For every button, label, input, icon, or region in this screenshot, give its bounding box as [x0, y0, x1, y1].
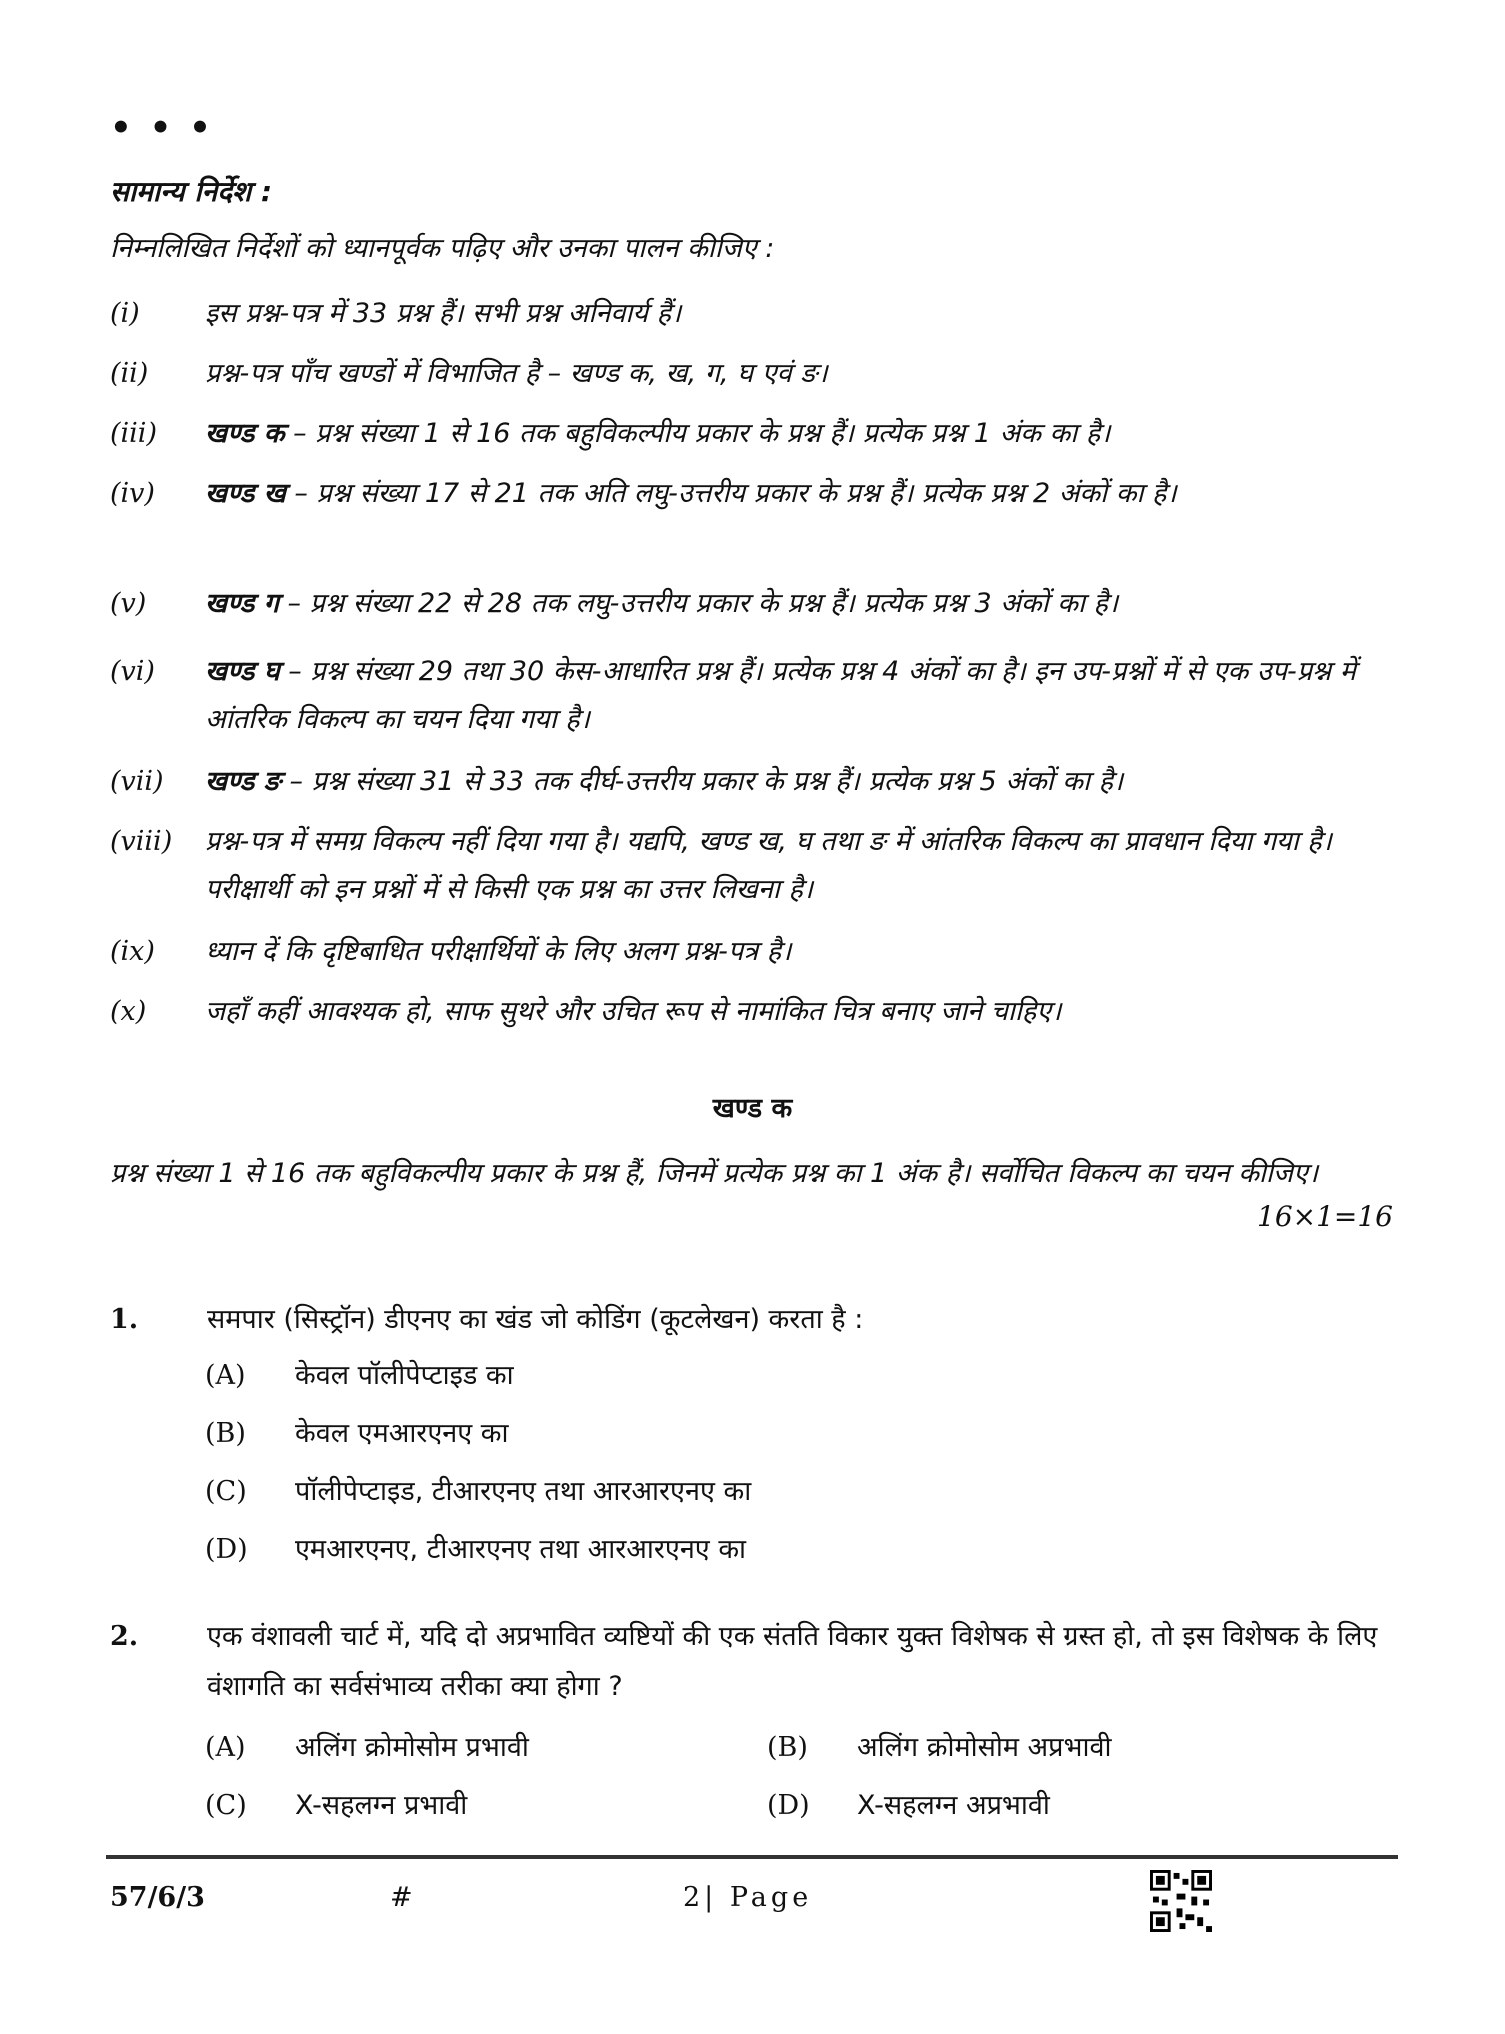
instruction-item: (i) इस प्रश्न-पत्र में 33 प्रश्न हैं। सभी प्रश्न अनिवार्य हैं।: [110, 298, 682, 329]
instruction-item: (vi) खण्ड घ – प्रश्न संख्या 29 तथा 30 केस-आधारित प्रश्न हैं। प्रत्येक प्रश्न 4 अंकों का है। इन उप-प्रश्नों में से एक उप-प्रश्न में आंतरिक विकल्प का चयन दिया गया है।: [110, 656, 1356, 735]
footer-hash: #: [390, 1882, 413, 1913]
q1-option-d[interactable]: (D) एमआरएनए, टीआरएनए तथा आरआरएनए का: [205, 1534, 747, 1565]
q2-option-d[interactable]: (D) X-सहलग्न अप्रभावी: [767, 1790, 1050, 1821]
instruction-item: (viii) प्रश्न-पत्र में समग्र विकल्प नहीं दिया गया है। यद्यपि, खण्ड ख, घ तथा ङ में आंतरिक विकल्प का प्रावधान दिया गया है। परीक्षार्थी को इन प्रश्नों में से किसी एक प्रश्न का उत्तर लिखना है।: [110, 826, 1332, 905]
question-2: 2. एक वंशावली चार्ट में, यदि दो अप्रभावित व्यष्टियों की एक संतति विकार युक्त विशेषक से ग्रस्त हो, तो इस विशेषक के लिए वंशागति का सर्वसंभाव्य तरीका क्या होगा ?: [110, 1621, 1378, 1702]
q1-option-b[interactable]: (B) केवल एमआरएनए का: [205, 1418, 509, 1449]
instruction-item: (ii) प्रश्न-पत्र पाँच खण्डों में विभाजित है – खण्ड क, ख, ग, घ एवं ङ।: [110, 358, 828, 389]
top-dots: • • •: [110, 108, 214, 148]
question-1: 1. समपार (सिस्ट्रॉन) डीएनए का खंड जो कोडिंग (कूटलेखन) करता है :: [110, 1304, 864, 1335]
instruction-item: (iii) खण्ड क – प्रश्न संख्या 1 से 16 तक बहुविकल्पीय प्रकार के प्रश्न हैं। प्रत्येक प्रश्न 1 अंक का है।: [110, 418, 1111, 449]
instruction-item: (x) जहाँ कहीं आवश्यक हो, साफ सुथरे और उचित रूप से नामांकित चित्र बनाए जाने चाहिए।: [110, 996, 1062, 1027]
general-instructions-heading: सामान्य निर्देश :: [110, 175, 273, 208]
section-marks: 16×1=16: [1257, 1200, 1393, 1233]
section-title: खण्ड क: [712, 1093, 793, 1124]
page-number: 2| Page: [683, 1882, 813, 1913]
instruction-item: (v) खण्ड ग – प्रश्न संख्या 22 से 28 तक लघु-उत्तरीय प्रकार के प्रश्न हैं। प्रत्येक प्रश्न 3 अंकों का है।: [110, 588, 1119, 619]
footer-rule: [106, 1855, 1398, 1859]
instruction-item: (vii) खण्ड ङ – प्रश्न संख्या 31 से 33 तक दीर्घ-उत्तरीय प्रकार के प्रश्न हैं। प्रत्येक प्रश्न 5 अंकों का है।: [110, 766, 1124, 797]
instruction-item: (iv) खण्ड ख – प्रश्न संख्या 17 से 21 तक अति लघु-उत्तरीय प्रकार के प्रश्न हैं। प्रत्येक प्रश्न 2 अंकों का है।: [110, 478, 1177, 509]
qr-code-icon: [1150, 1870, 1212, 1932]
q2-option-c[interactable]: (C) X-सहलग्न प्रभावी: [205, 1790, 468, 1821]
q2-option-b[interactable]: (B) अलिंग क्रोमोसोम अप्रभावी: [767, 1732, 1112, 1763]
q1-option-a[interactable]: (A) केवल पॉलीपेप्टाइड का: [205, 1360, 514, 1391]
instruction-item: (ix) ध्यान दें कि दृष्टिबाधित परीक्षार्थियों के लिए अलग प्रश्न-पत्र है।: [110, 936, 792, 967]
q1-option-c[interactable]: (C) पॉलीपेप्टाइड, टीआरएनए तथा आरआरएनए का: [205, 1476, 752, 1507]
instructions-intro: निम्नलिखित निर्देशों को ध्यानपूर्वक पढ़िए और उनका पालन कीजिए :: [110, 233, 775, 264]
section-description: प्रश्न संख्या 1 से 16 तक बहुविकल्पीय प्रकार के प्रश्न हैं, जिनमें प्रत्येक प्रश्न का 1 अंक है। सर्वोचित विकल्प का चयन कीजिए।: [110, 1158, 1319, 1189]
q2-option-a[interactable]: (A) अलिंग क्रोमोसोम प्रभावी: [205, 1732, 529, 1763]
paper-code: 57/6/3: [110, 1882, 205, 1913]
